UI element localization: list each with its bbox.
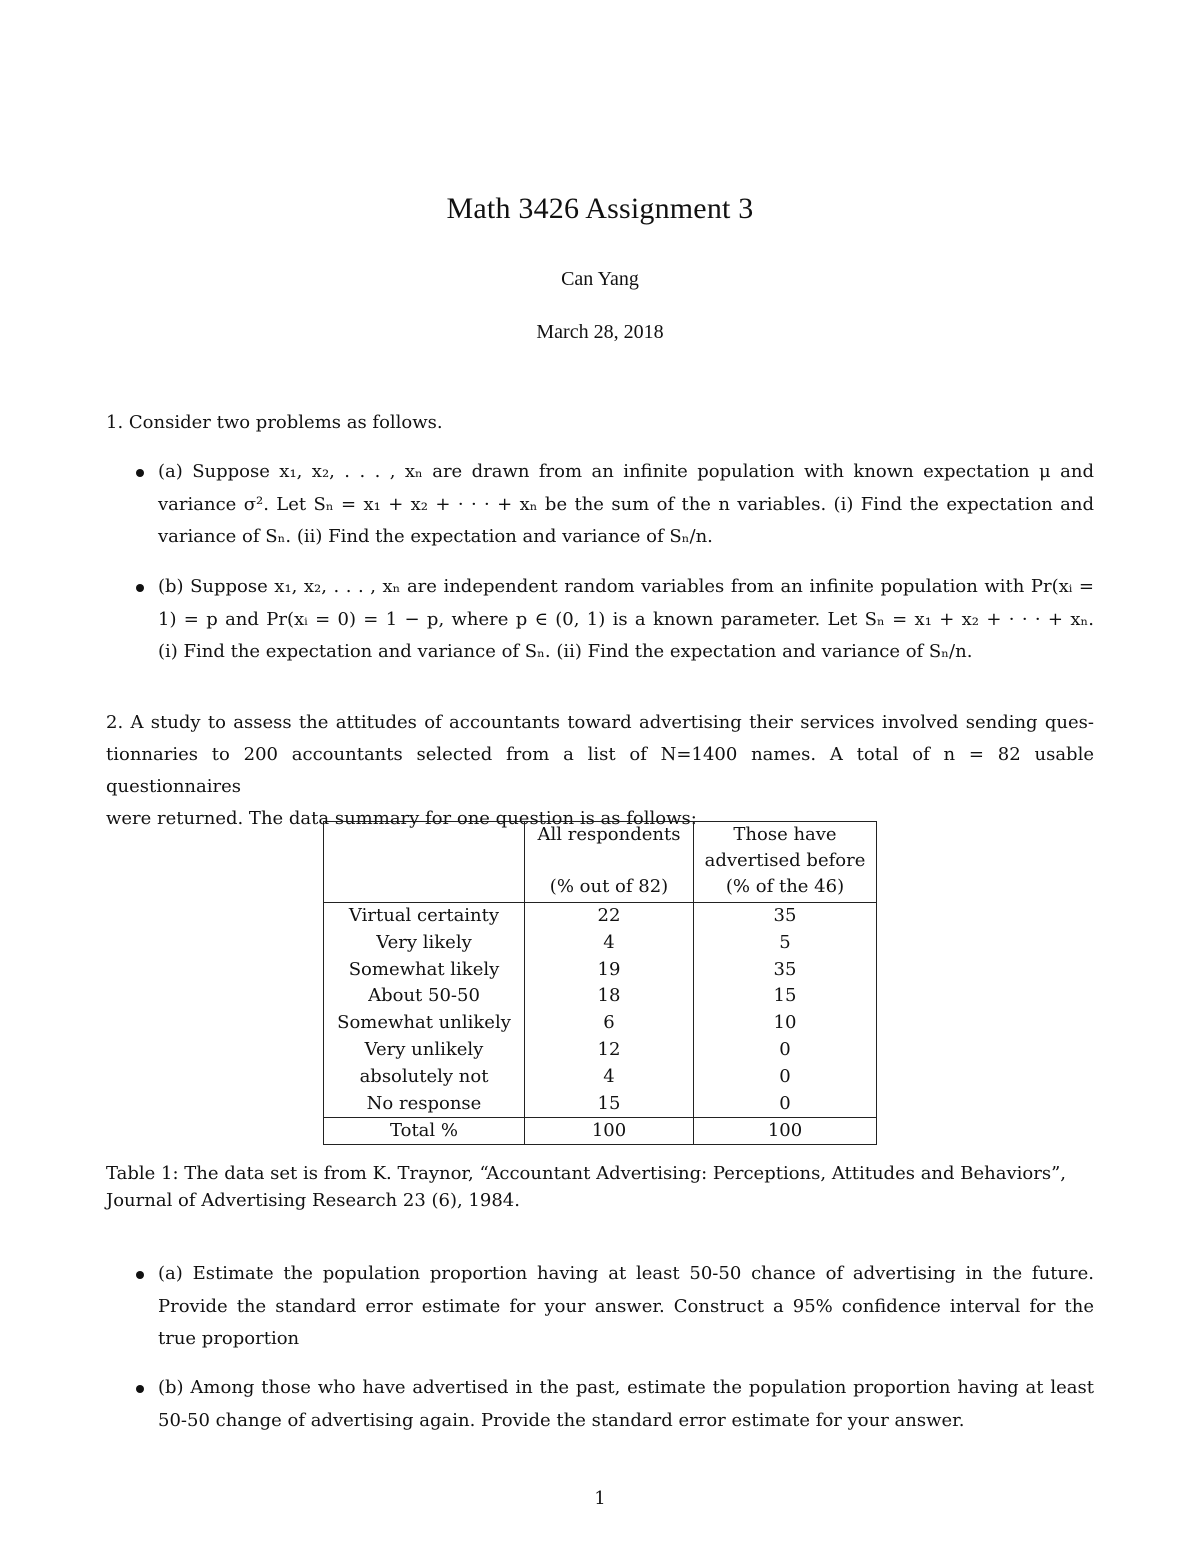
table-row xyxy=(324,930,877,957)
q2a-line-2: Provide the standard error estimate for your answer. Construct a 95% confidence interval for the xyxy=(158,1295,1094,1317)
row-label: absolutely not xyxy=(324,1064,525,1091)
q1b-line-1: (b) Suppose x₁, x₂, . . . , xₙ are independent random variables from an infinite population with Pr(xᵢ = xyxy=(158,576,1094,597)
table-header-all-respondents: All respondents (% out of 82) xyxy=(525,822,694,903)
table-row xyxy=(324,1010,877,1037)
table-row xyxy=(324,1037,877,1064)
caption-line-2: Journal of Advertising Research 23 (6), 1984. xyxy=(106,1190,520,1211)
q1a-line-2: variance σ². Let Sₙ = x₁ + x₂ + · · · + xₙ be the sum of the n variables. (i) Find the expectation and xyxy=(158,493,1094,515)
caption-line-1: Table 1: The data set is from K. Traynor, “Accountant Advertising: Perceptions, Attitudes and Behaviors”, xyxy=(106,1163,1066,1184)
author-name: Can Yang xyxy=(561,268,639,290)
row-adv-value: 35 xyxy=(694,903,877,930)
row-all-value: 15 xyxy=(525,1091,694,1118)
row-adv-value: 5 xyxy=(694,930,877,957)
row-adv-value: 0 xyxy=(694,1091,877,1118)
page-number: 1 xyxy=(594,1488,606,1509)
row-all-value: 19 xyxy=(525,957,694,984)
table-row xyxy=(324,903,877,930)
row-label: About 50-50 xyxy=(324,983,525,1010)
q2-intro-line-3: were returned. The data summary for one question is as follows: xyxy=(106,808,697,829)
total-label: Total % xyxy=(324,1118,525,1145)
table-row xyxy=(324,1064,877,1091)
q2b-line-1: (b) Among those who have advertised in the past, estimate the population proportion having at least xyxy=(158,1377,1094,1398)
table-row xyxy=(324,1091,877,1118)
q2-intro-line-2: tionnaries to 200 accountants selected from a list of N=1400 names. A total of n = 82 usable questionnaires xyxy=(106,744,1094,797)
data-summary-table xyxy=(323,821,877,1145)
document-date: March 28, 2018 xyxy=(536,321,664,343)
row-label: Very likely xyxy=(324,930,525,957)
bullet-icon xyxy=(136,1271,144,1279)
bullet-icon xyxy=(136,1385,144,1393)
page-title: Math 3426 Assignment 3 xyxy=(446,192,754,225)
q1b-line-3: (i) Find the expectation and variance of Sₙ. (ii) Find the expectation and variance of Sₙ/n. xyxy=(158,641,973,662)
table-row xyxy=(324,983,877,1010)
row-label: Virtual certainty xyxy=(324,903,525,930)
q1-intro-line: 1. Consider two problems as follows. xyxy=(106,412,443,433)
q2-intro-line-1: 2. A study to assess the attitudes of accountants toward advertising their services involved sending ques- xyxy=(106,712,1094,733)
row-all-value: 22 xyxy=(525,903,694,930)
table-caption xyxy=(106,1160,1094,1214)
q2a-line-1: (a) Estimate the population proportion having at least 50-50 chance of advertising in the future. xyxy=(158,1263,1094,1284)
question-1-intro xyxy=(106,407,1094,439)
row-adv-value: 10 xyxy=(694,1010,877,1037)
row-label: Somewhat likely xyxy=(324,957,525,984)
table-total-row xyxy=(324,1118,877,1145)
row-label: No response xyxy=(324,1091,525,1118)
row-adv-value: 0 xyxy=(694,1037,877,1064)
table-header-advertised-before: Those have advertised before (% of the 46) xyxy=(694,822,877,903)
table-header-row xyxy=(324,822,877,903)
row-adv-value: 15 xyxy=(694,983,877,1010)
row-all-value: 12 xyxy=(525,1037,694,1064)
q2b-line-2: 50-50 change of advertising again. Provide the standard error estimate for your answer. xyxy=(158,1409,965,1431)
row-all-value: 4 xyxy=(525,1064,694,1091)
q2a-line-3: true proportion xyxy=(158,1328,300,1349)
row-adv-value: 35 xyxy=(694,957,877,984)
row-label: Somewhat unlikely xyxy=(324,1010,525,1037)
row-label: Very unlikely xyxy=(324,1037,525,1064)
total-all-value: 100 xyxy=(525,1118,694,1145)
row-all-value: 4 xyxy=(525,930,694,957)
row-all-value: 18 xyxy=(525,983,694,1010)
q1b-line-2: 1) = p and Pr(xᵢ = 0) = 1 − p, where p ∈ (0, 1) is a known parameter. Let Sₙ = x₁ + x₂ + · · · + xₙ. xyxy=(158,608,1094,630)
row-all-value: 6 xyxy=(525,1010,694,1037)
total-adv-value: 100 xyxy=(694,1118,877,1145)
q1a-line-3: variance of Sₙ. (ii) Find the expectation and variance of Sₙ/n. xyxy=(158,526,713,547)
table-header-empty xyxy=(324,822,525,903)
question-2-intro xyxy=(106,707,1094,835)
bullet-icon xyxy=(136,469,144,477)
q1a-line-1: (a) Suppose x₁, x₂, . . . , xₙ are drawn from an infinite population with known expectation μ and xyxy=(158,461,1094,482)
table-row xyxy=(324,957,877,984)
row-adv-value: 0 xyxy=(694,1064,877,1091)
bullet-icon xyxy=(136,584,144,592)
